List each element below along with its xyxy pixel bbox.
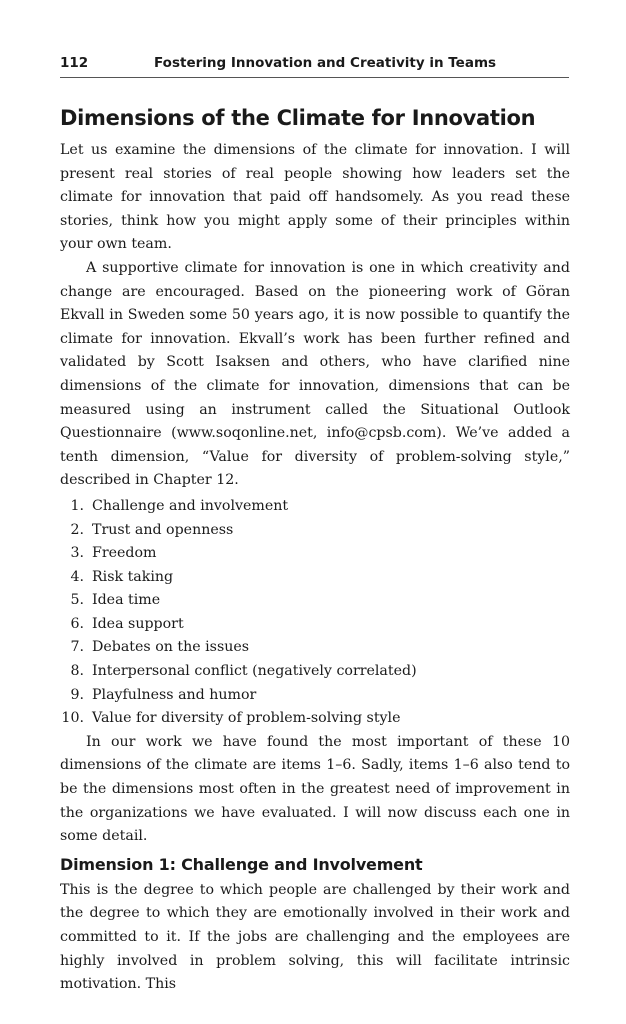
list-item-number: 8. [70,663,84,680]
list-item-text: Challenge and involvement [92,497,289,514]
list-item-number: 9. [70,686,84,703]
list-item-text: Idea support [92,615,184,632]
list-item [60,636,570,660]
list-item-number: 3. [70,545,84,562]
dimension-list [60,495,570,731]
list-item-number: 5. [70,592,84,609]
climate-paragraph: A supportive climate for innovation is one in which creativity and change are encouraged. Based on the pioneering work of Göran Ekvall in Sweden some 50 years ago, it is now possible to quantify the climate for innovation. Ekvall’s work has been further refined and validated by Scott Isaksen and others, who have clarified nine dimensions of the climate for innovation, dimensions that can be measured using an instrument called the Situational Outlook Questionnaire (www.soqonline.net, info@cpsb.com). We’ve added a tenth dimension, “Value for diversity of problem-solving style,” described in Chapter 12. [60,259,570,489]
subsection-title: Dimension 1: Challenge and Involvement [60,854,423,874]
list-item-text: Idea time [92,592,161,609]
list-item-number: 1. [70,497,84,514]
list-item-number: 6. [70,615,84,632]
list-item [60,660,570,684]
list-item [60,542,570,566]
list-item-text: Interpersonal conflict (negatively correlated) [92,663,417,680]
list-item-text: Debates on the issues [92,639,250,656]
list-item-number: 4. [70,568,84,585]
list-item-text: Playfulness and humor [92,686,257,703]
list-item-text: Value for diversity of problem-solving style [92,710,401,727]
section-title: Dimensions of the Climate for Innovation [60,106,536,130]
list-item [60,519,570,543]
list-item-number: 2. [70,521,84,538]
list-item [60,495,570,519]
intro-paragraph: Let us examine the dimensions of the climate for innovation. I will present real stories of real people showing how leaders set the climate for innovation that paid off handsomely. As you read these stories, think how you might apply some of their principles within your own team. [60,142,570,253]
running-title: Fostering Innovation and Creativity in Teams [154,55,497,71]
list-item-text: Risk taking [92,568,174,585]
list-item [60,684,570,708]
running-header [60,53,569,78]
list-item-number: 10. [61,710,84,727]
list-item [60,566,570,590]
dimension-1-paragraph: This is the degree to which people are challenged by their work and the degree to which they are emotionally involved in their work and committed to it. If the jobs are challenging and the employees are highly involved in problem solving, this will facilitate intrinsic motivation. This [60,881,570,993]
list-item-text: Freedom [92,545,157,562]
page-body [60,103,570,997]
list-item [60,613,570,637]
page-number: 112 [60,55,89,71]
list-item [60,589,570,613]
list-item [60,707,570,731]
list-item-number: 7. [70,639,84,656]
findings-paragraph: In our work we have found the most important of these 10 dimensions of the climate are items 1–6. Sadly, items 1–6 also tend to be the dimensions most often in the greatest need of improvement in the organizations we have evaluated. I will now discuss each one in some detail. [60,733,570,845]
list-item-text: Trust and openness [92,521,234,538]
